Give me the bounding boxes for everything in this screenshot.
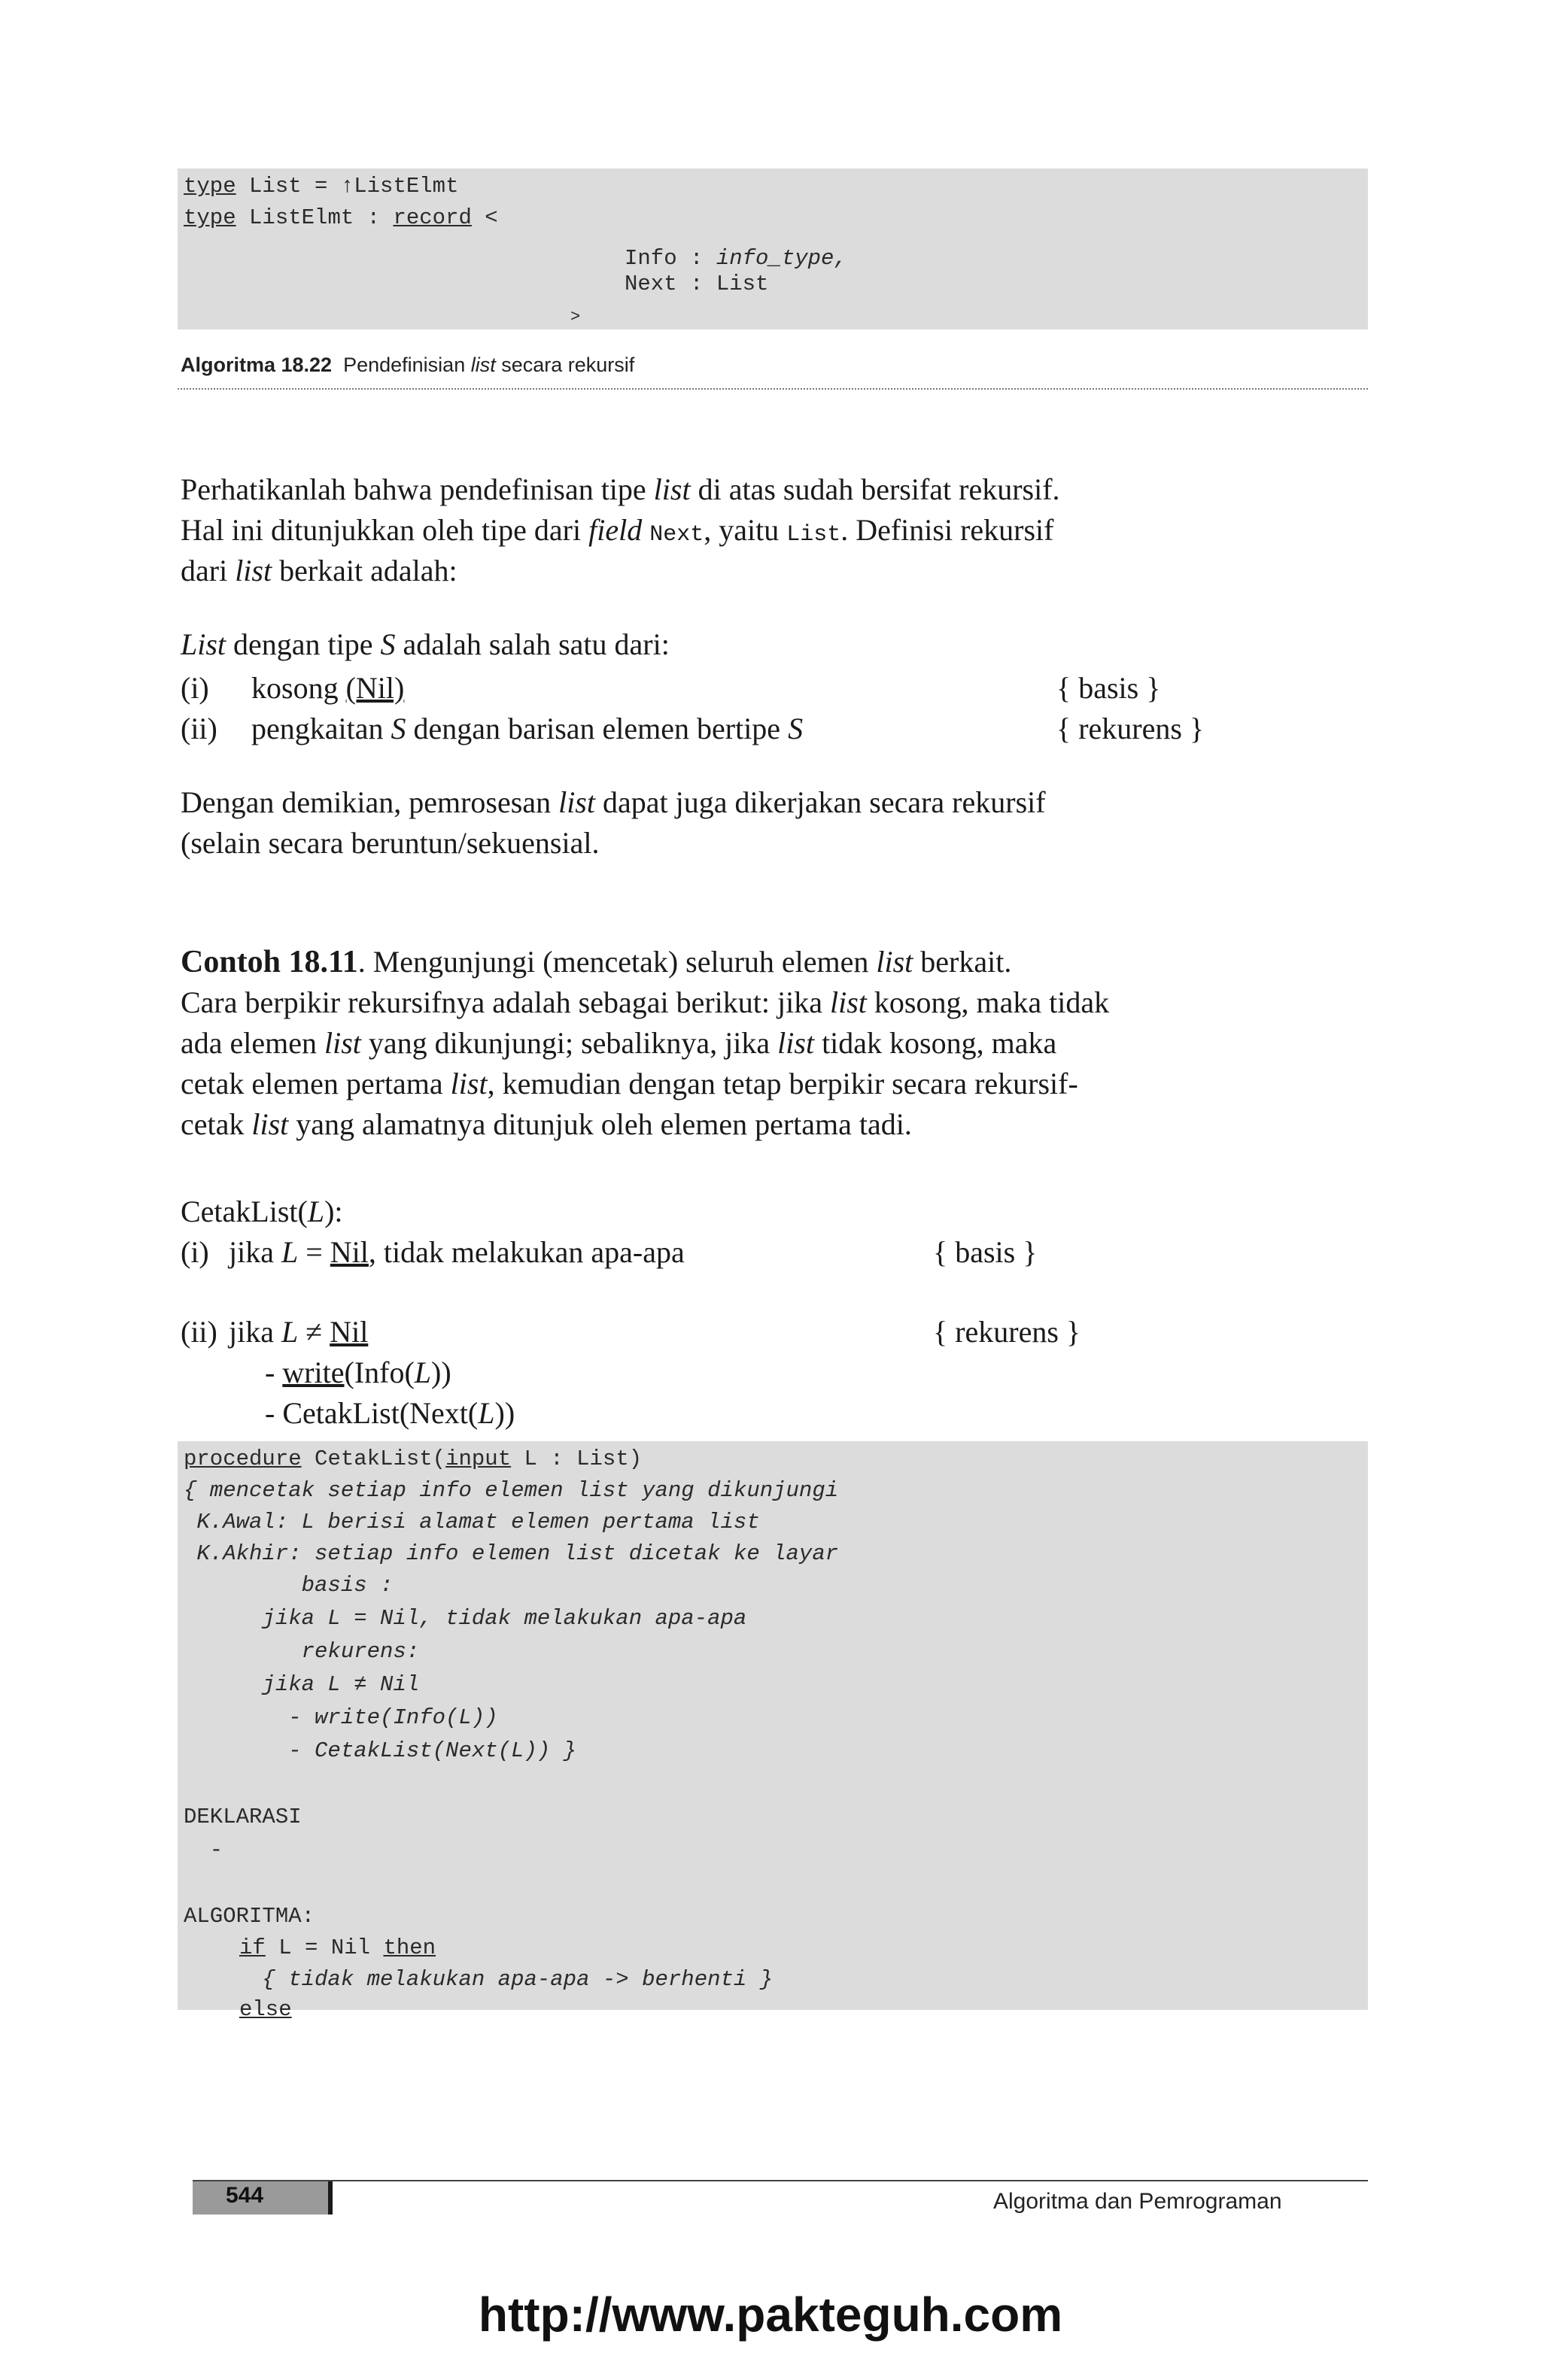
caption-divider bbox=[178, 388, 1368, 390]
code-comment-line: K.Akhir: setiap info elemen list dicetak ke layar bbox=[184, 1541, 839, 1566]
cetaklist-tag-basis: { basis } bbox=[933, 1235, 1038, 1269]
code-line: - bbox=[184, 1838, 223, 1862]
code-comment-line: jika L = Nil, tidak melakukan apa-apa bbox=[184, 1606, 747, 1631]
page-number-divider bbox=[328, 2181, 333, 2215]
code-line: Info : info_type, bbox=[625, 246, 847, 271]
algorithm-caption: Algoritma 18.22 Pendefinisian list secara rekursif bbox=[181, 354, 635, 376]
definition-tag-basis: { basis } bbox=[1056, 671, 1161, 705]
paragraph-line: Cara berpikir rekursifnya adalah sebagai berikut: jika list kosong, maka tidak bbox=[181, 985, 1110, 1019]
code-comment-line: { tidak melakukan apa-apa -> berhenti } bbox=[184, 1967, 774, 1992]
code-line: Next : List bbox=[625, 272, 769, 296]
code-comment-line: jika L ≠ Nil bbox=[184, 1672, 420, 1697]
definition-item-i: (i) bbox=[181, 671, 209, 705]
code-comment-line: { mencetak setiap info elemen list yang dikunjungi bbox=[184, 1478, 839, 1503]
paragraph-line: cetak elemen pertama list, kemudian dengan tetap berpikir secara rekursif- bbox=[181, 1067, 1078, 1100]
definition-item-ii: (ii) bbox=[181, 712, 217, 745]
book-title: Algoritma dan Pemrograman bbox=[993, 2189, 1282, 2214]
paragraph-line: (selain secara beruntun/sekuensial. bbox=[181, 826, 600, 860]
cetaklist-tag-rekurens: { rekurens } bbox=[933, 1315, 1081, 1349]
code-line: type ListElmt : record < bbox=[184, 205, 498, 230]
paragraph-line: Hal ini ditunjukkan oleh tipe dari field Next, yaitu List. Definisi rekursif bbox=[181, 513, 1054, 548]
cetaklist-case-ii-text: jika L ≠ Nil bbox=[229, 1315, 369, 1349]
cetaklist-step: - CetakList(Next(L)) bbox=[265, 1396, 515, 1430]
code-line: type List = ↑ListElmt bbox=[184, 174, 459, 199]
definition-item-i-text: kosong (Nil) bbox=[251, 671, 405, 705]
paragraph-line: Dengan demikian, pemrosesan list dapat juga dikerjakan secara rekursif bbox=[181, 785, 1046, 819]
example-title: Contoh 18.11. Mengunjungi (mencetak) seluruh elemen list berkait. bbox=[181, 945, 1012, 979]
cetaklist-heading: CetakList(L): bbox=[181, 1195, 343, 1228]
page-number: 544 bbox=[226, 2183, 264, 2208]
cetaklist-step: - write(Info(L)) bbox=[265, 1355, 451, 1389]
paragraph-line: Perhatikanlah bahwa pendefinisan tipe list di atas sudah bersifat rekursif. bbox=[181, 472, 1060, 506]
code-comment-line: rekurens: bbox=[184, 1639, 420, 1664]
cetaklist-case-i-text: jika L = Nil, tidak melakukan apa-apa bbox=[229, 1235, 685, 1269]
code-line: > bbox=[570, 308, 581, 326]
definition-tag-rekurens: { rekurens } bbox=[1056, 712, 1205, 745]
code-comment-line: K.Awal: L berisi alamat elemen pertama list bbox=[184, 1510, 760, 1535]
paragraph-line: ada elemen list yang dikunjungi; sebaliknya, jika list tidak kosong, maka bbox=[181, 1026, 1057, 1060]
definition-item-ii-text: pengkaitan S dengan barisan elemen bertipe S bbox=[251, 712, 804, 745]
footer-rule bbox=[193, 2180, 1368, 2181]
code-section-deklarasi: DEKLARASI bbox=[184, 1805, 302, 1829]
code-section-algoritma: ALGORITMA: bbox=[184, 1904, 315, 1929]
code-comment-line: - CetakList(Next(L)) } bbox=[184, 1738, 577, 1763]
code-comment-line: - write(Info(L)) bbox=[184, 1705, 498, 1730]
code-line: procedure CetakList(input L : List) bbox=[184, 1447, 643, 1471]
paragraph-line: dari list berkait adalah: bbox=[181, 554, 457, 587]
paragraph-line: cetak list yang alamatnya ditunjuk oleh elemen pertama tadi. bbox=[181, 1107, 912, 1141]
code-line: if L = Nil then bbox=[239, 1935, 436, 1960]
code-line: else bbox=[239, 1997, 292, 2022]
watermark-url: http://www.pakteguh.com bbox=[478, 2287, 1063, 2342]
cetaklist-case-ii: (ii) bbox=[181, 1315, 217, 1349]
definition-intro: List dengan tipe S adalah salah satu dari: bbox=[181, 627, 670, 661]
cetaklist-case-i: (i) bbox=[181, 1235, 209, 1269]
code-comment-line: basis : bbox=[184, 1573, 394, 1598]
